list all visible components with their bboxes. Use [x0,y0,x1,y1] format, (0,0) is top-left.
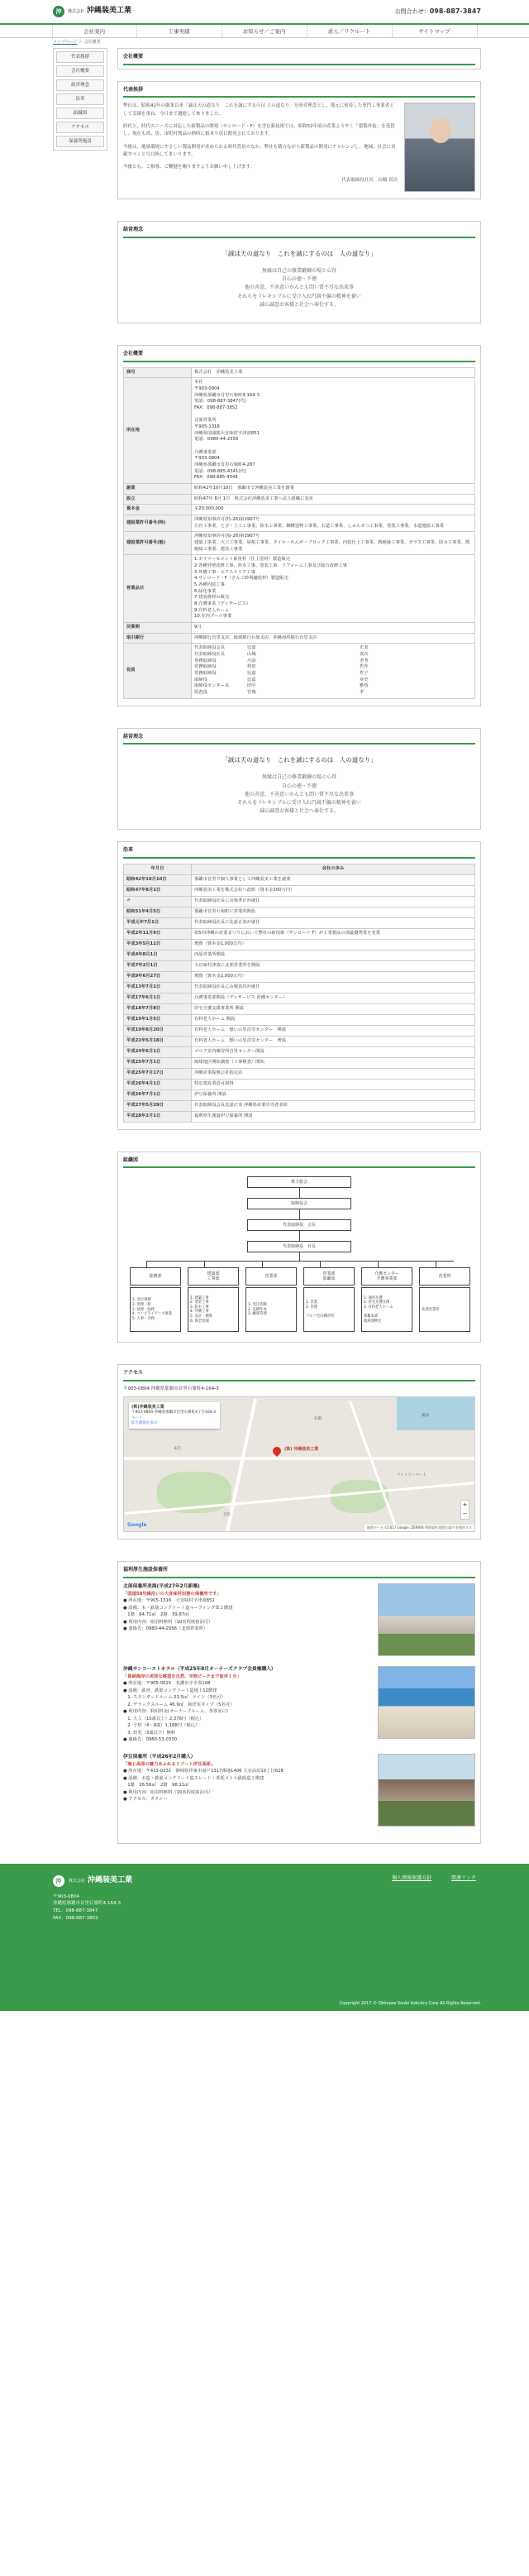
org-section [117,1152,481,1343]
officer-cell: 川添 [247,658,256,663]
greeting-signature: 代表取締役社長 山城 真次 [341,177,398,183]
history-table [123,864,475,1123]
history-row [124,1068,475,1079]
footer-postal: 〒903-0804 [53,1894,79,1899]
sidebar-item-facilities[interactable]: 保養所施設 [56,136,104,147]
facility-line: 1階 26.56㎡ 2階 98.11㎡ [123,1783,189,1788]
facility-item [123,1583,475,1656]
overview-label: 建設業許可番号(特) [124,515,192,532]
history-event: 西原営業所開設 [192,950,475,960]
history-event: 福利厚生施設伊豆保養所 開設 [192,1111,475,1122]
history-heading: 沿革 [123,845,475,859]
history-year: 昭和42年10月10日 [124,874,192,885]
content [117,48,481,1855]
facility-line: ● 所在地：〒413-0231 静岡県伊東市富戸1317番地1406 大室高原10丁目628 [123,1769,284,1774]
overview-section [117,345,481,706]
main [0,48,529,1855]
facility-line: ● 設備：木造・鉄筋コンクリート造スレート・葺延メトル鉄筋造２階建 [123,1775,264,1781]
overview-label: 建設業許可番号(般) [124,532,192,555]
footer [0,1864,529,2011]
access-address: 〒903-0804 沖縄県那覇市首里石嶺町4-164-3 [123,1386,219,1392]
philosophy-line: 自心の徳・不徳 [281,276,317,283]
history-row [124,917,475,928]
facility-photo [378,1666,475,1739]
greeting-text [123,103,398,192]
history-row [124,1057,475,1068]
breadcrumb-home[interactable]: トップページ [53,40,78,45]
officer-cell: 正実 [360,645,369,651]
facility-photo [378,1754,475,1827]
history-row [124,1014,475,1025]
facility-line: ● 利用内容：宿泊料無料（10名程度宿泊可） [123,1619,213,1625]
history-year: 平成22年5月18日 [124,1036,192,1046]
philosophy-section-2 [117,728,481,831]
copyright: Copyright 2017 © Okinawa Soubi Industry Corp All Rights Reserved. [339,2001,481,2007]
facility-subtitle: 「国道58号線沿いの大宜味村田港の保養所です」 [123,1591,222,1597]
overview-value: 昭和42年10月10日 那覇市で沖縄装美工業を創業 [192,483,475,494]
overview-value: 1.ポリマーセメント系塗材（仕上塗材）製造販売 2.各種外壁改修工事、防水工事、塗装工事、リフォーム工事及び総合改修工事 3.外構工事・エクステリア工事 4.サンロード・F（さんご砂利舗装材）製造販売 5.各種内装工事 6.緑化事業 7.建設資材の販売 8.介護事業（ディサービス） 9.有料老人ホーム 10.室内プール事業 [192,555,475,623]
footer-company-name: 株式会社 沖縄装美工業 [69,1876,133,1885]
overview-row [124,555,475,623]
history-event: 特定建設業許可取得 [192,1079,475,1089]
philosophy-heading-2: 経営理念 [123,732,475,745]
philosophy-line: 無縁は自己の修業鍛錬の場と心得 [261,267,336,274]
overview-value: 9月 [192,623,475,634]
history-row [124,982,475,993]
history-row [124,928,475,939]
history-row [124,1100,475,1111]
overview-row [124,483,475,494]
logo-icon: 沖 [53,6,64,17]
history-year: 平成4年8月1日 [124,950,192,960]
officer-row [194,645,472,652]
facilities-heading: 福利厚生施設保養所 [123,1565,475,1578]
history-year: 平成3年5月11日 [124,939,192,950]
history-row [124,1003,475,1014]
philosophy-line: 自心の徳・不徳 [281,783,317,789]
officer-cell: 山城 [247,652,256,658]
history-event: 琉球地区開拓調査（工事検査）開始 [192,1057,475,1068]
history-year: 平成2年11月9日 [124,928,192,939]
overview-value: 沖縄県知事許可(般-26)第1907号 建築工事業、大工工事業、屋根工事業、タイル・れんが・ブロック工事業、内装仕上工事業、熱絶縁工事業、ガラス工事業、防水工事業、熱絶縁工事業、建具工事業 [192,532,475,555]
history-year: 平成9年6月27日 [124,971,192,982]
map-pin-label: (株) 沖縄装美工業 [284,1447,319,1452]
history-event: 伊豆保養所 開設 [192,1089,475,1100]
overview-label: 資本金 [124,505,192,515]
history-section [117,841,481,1129]
overview-label: 所在地 [124,378,192,484]
history-row [124,1036,475,1046]
map-label: 浦添 [422,1414,429,1418]
page-title-box [117,48,481,69]
facility-text [123,1754,371,1827]
history-row [124,960,475,971]
facility-subtitle: 「恩納海岸の美容な眺望を自然、辛抱ビーチまで徒歩１分」 [123,1673,241,1679]
facility-title: 沖縄サンコーストホテル（平成25年8月オーナーズクラブ会員権購入） [123,1666,276,1672]
access-section [117,1364,481,1539]
sidebar-menu [53,48,107,151]
history-row [124,950,475,960]
sidebar-item-overview[interactable]: 会社概要 [56,65,104,77]
sidebar-item-org[interactable]: 組織図 [56,108,104,119]
header [0,0,529,23]
officer-cell: 宮城 [247,690,256,696]
history-year: 平成28年2月1日 [124,1111,192,1122]
org-division-items: 1. 受付事務 2. 庶務一般 3. 経理・財務 4. コンプライアンス推進 5. 人事・労務 [130,1287,181,1332]
map-larger-link[interactable]: 拡大地図を表示 [131,1420,158,1425]
footer-links [392,1875,476,1883]
history-row [124,939,475,950]
history-year: 平成19年1月5日 [124,1014,192,1025]
history-event: 大宜味村津波に北部営業所を開設 [192,960,475,971]
footer-fax: FAX：098-887-3852 [53,1916,98,1922]
overview-row [124,644,475,698]
overview-row [124,378,475,484]
map-route-link[interactable]: ルート [131,1415,143,1420]
history-row [124,1079,475,1089]
facility-subtitle: 「海と高原の魅力あふれるリゾート伊豆高原」 [123,1761,216,1767]
overview-heading: 会社概要 [123,349,475,362]
history-year: 平成19年8月20日 [124,1025,192,1036]
history-row [124,885,475,896]
facility-text [123,1666,371,1744]
logo[interactable] [53,6,131,17]
officer-cell: 取締役 [194,677,207,682]
officer-row [194,664,472,671]
overview-value: ￥20,000,000 [192,505,475,515]
greeting-p1: 弊社は、昭和42年の創業以来「誠は天の道なり これを誠にするのは 人の道なり」を経営理念とし、地元に密着した専門工事業者として実績を重ね、今日まで邁進して参りました。 [123,103,394,117]
history-row [124,1089,475,1100]
overview-label: 役員 [124,644,192,698]
officer-cell: 常務取締役 [194,664,217,670]
history-event: 那覇市首里石嶺町に営業所開設 [192,907,475,917]
footer-link-related[interactable]: 関連リンク [451,1875,476,1881]
google-logo: Google [127,1522,147,1529]
overview-value: 昭和47年 8月 1日 株式会社沖縄装美工業へ法人組織に変更 [192,494,475,505]
officer-cell: 比嘉 [247,645,256,651]
overview-row [124,494,475,505]
overview-value: 沖縄県知事許可(特-26)第1907号 左官工事業、とび・土工工事業、防水工事業、鋼構造物工事業、石造工事業、しゅんせつ工事業、塗装工事業、水道施設工事業 [192,515,475,532]
history-row [124,993,475,1003]
overview-label: 営業品目 [124,555,192,623]
org-shareholders: 株主総会 [247,1176,351,1188]
history-event: 有料老人ホーム 開設 [192,1014,475,1025]
history-year: 平成元年7月1日 [124,917,192,928]
map-footer: 地図データ ©2017 Google, ZENRIN 利用規約 地図の誤りを報告する [365,1525,474,1531]
footer-link-privacy[interactable]: 個人情報保護方針 [392,1875,432,1881]
philosophy-line: 無縁は自己の修業鍛錬の場と心得 [261,774,336,781]
footer-logo[interactable] [53,1875,132,1887]
google-map[interactable] [123,1396,475,1532]
history-col-year: 年月日 [124,864,192,874]
overview-label: 設立 [124,494,192,505]
officer-cell: 代表取締役社長 [194,652,226,658]
org-division-title: 営業部 [245,1267,297,1286]
history-row [124,1111,475,1122]
overview-table [123,367,475,699]
header-tel: お問合わせ：098-887-3847 [394,7,481,16]
officer-row [194,652,472,658]
org-division-title: 営業所 [419,1267,470,1286]
facility-line: 2. デラックスルーム 46.9㎡ 和洋室タイプ（5名可） [123,1702,235,1707]
facility-line: ● アクセス：タクシー [123,1797,168,1803]
overview-label: 取引銀行 [124,633,192,644]
history-event: 居宅介護支援事業所 開設 [192,1003,475,1014]
nav-sitemap[interactable]: サイトマップ [393,25,478,37]
officer-cell: 代表取締役会長 [194,645,226,651]
map-zoom-control[interactable]: + − [460,1500,469,1520]
officer-cell: 孝考 [360,658,369,663]
history-year: 平成25年7月17日 [124,1068,192,1079]
facility-item [123,1754,475,1827]
greeting-p4: 今後とも、ご指導、ご鞭撻を賜りますようお願い申し上げます。 [123,165,255,170]
history-year: 平成25年7月1日 [124,1057,192,1068]
sidebar-item-greeting[interactable]: 代表挨拶 [56,51,104,63]
officer-cell: 比嘉 [247,671,256,677]
history-year: 平成26年4月1日 [124,1079,192,1089]
map-label: ファミリーマート [397,1473,427,1477]
map-pin-icon[interactable] [271,1445,283,1457]
overview-label: 決算期 [124,623,192,634]
history-event: 介護事業部開設（ディサービス 沖縄センター） [192,993,475,1003]
greeting-p2: 時代と、時代のニーズに対応した新製品の開発（サンロード・F）を含む新技術では、昭和52年頃の産業ようやく「建築外装」を受賞し、現在も尚、皆、市町村製品の熱時に根本９項目開発されております。 [123,124,395,137]
facility-line: ● 所在地：〒905-1316 大宜味村字津波851 [123,1598,215,1604]
history-row [124,896,475,907]
overview-row [124,532,475,555]
map-card-title: (株)沖縄装美工業 [131,1405,164,1410]
history-row [124,971,475,982]
greeting-section [117,81,481,200]
history-year: 平成18年7月8日 [124,1003,192,1014]
breadcrumb-current: 会社概要 [83,40,101,45]
history-event: 有料老人ホーム 想いの里首里センター 増設 [192,1036,475,1046]
officer-row [194,671,472,678]
facility-line: ● 利用内容：利用料金(オーナーズルーム、各客室に) [123,1709,228,1715]
greeting-p3: 今後は、地球環境にやさしい製品開発が求められる時代背景のなか、弊社も積力ながら新製品の開発にチャレンジし、地域、社会に貢献すべくと号目指してまいります。 [123,144,396,158]
history-event: 増資（資本金1,000万円） [192,939,475,950]
org-division-items: 1. 営業 2. 管理 ゴルフ室内練習所 [303,1287,355,1332]
officer-cell: 仲田 [247,664,256,670]
org-division-title: 建築部 工事部 [188,1267,239,1286]
history-year: 平成7年2月1日 [124,960,192,971]
access-heading: アクセス [123,1368,475,1381]
history-year: 平成27年5月29日 [124,1100,192,1111]
overview-value: 株式会社 沖縄装美工業 [192,367,475,378]
sidebar-item-philosophy[interactable]: 経営理念 [56,79,104,91]
officer-cell: 孝 [360,690,365,696]
greeting-heading: 代表挨拶 [123,85,475,98]
officer-cell: 雅枝 [360,683,369,689]
breadcrumb-sep: ＞ [79,40,83,45]
philosophy-line: 誠心誠意お客様と社会へ奉仕する。 [259,808,339,815]
facility-item [123,1666,475,1744]
officers-list [192,644,475,698]
philosophy-line: 他の善意、不善意いかんとも問い質不尽な出来事 [244,791,354,797]
footer-address [53,1894,476,1922]
overview-row [124,515,475,532]
sidebar-item-access[interactable]: アクセス [56,122,104,133]
history-row [124,907,475,917]
breadcrumb [0,38,529,48]
overview-row [124,623,475,634]
history-event: 代表取締役社長に比嘉正実が就任 [192,917,475,928]
officer-cell: 田中 [247,683,256,689]
philosophy-motto-2: 「誠は天の道なり これを誠にするのは 人の道なり」 [222,756,377,764]
company-name: 株式会社 沖縄装美工業 [68,7,132,16]
philosophy-line: それらをフレキシブルに受け入れ円満不偏の精神を養い [237,799,361,806]
history-event: 第5回沖縄の産業まつりにおいて弊社の新技術（サンロード F）が工業製品の部最優秀賞を受賞 [192,928,475,939]
history-event: 増資（資本金2,000万円） [192,971,475,982]
philosophy-line: それらをフレキシブルに受け入れ円満不偏の精神を養い [237,293,361,299]
facility-line: ● 設備：木・鉄筋コンクリート造ルーフィング葺２階建 [123,1605,233,1611]
officer-cell: 哲子 [360,671,369,677]
history-event: ゴルフ室内練習所首里センター開設 [192,1046,475,1057]
facility-line: 1階 64.71㎡ 2階 39.87㎡ [123,1612,189,1618]
nav-news[interactable]: お知らせ／ご案内 [222,25,307,37]
facility-line: ● 連絡先：0980-44-2556（北部営業所） [123,1626,208,1632]
history-year: 平成17年6月1日 [124,993,192,1003]
history-year: 昭和51年4月5日 [124,907,192,917]
org-president: 代表取締役 社長 [247,1241,351,1252]
history-event: 代表取締役会長比嘉正実 沖縄県産業功労者表彰 [192,1100,475,1111]
org-heading: 組織図 [123,1156,475,1169]
org-division-items: 1. 通所介護 2. 居宅介護支援 3. 有料老人ホーム 那覇本部 地域連携室 [361,1287,412,1332]
officer-cell: 取締役センター長 [194,683,230,689]
philosophy-line: 他の善意、不善意いかんとも問い質不尽な出来事 [244,285,354,291]
officer-row [194,690,472,697]
history-event: 沖縄産業振興公社指定店 [192,1068,475,1079]
history-event: 那覇市首里で個人事業として沖縄装美工業を創業 [192,874,475,885]
org-board: 取締役会 [247,1198,351,1209]
officer-cell: 哲作 [360,664,369,670]
officer-cell: 常務取締役 [194,671,217,677]
officer-cell: 章史 [360,677,369,682]
org-division-items: 1. 建築工事 2. 塗装工事 3. 防水工事 4. 外構工事 5. 設計・積算 6. 保全管理 [188,1287,239,1332]
history-event: 代表取締役社長に長嶺孝正が就任 [192,896,475,907]
global-nav [0,23,529,38]
org-division-title: 総務部 [130,1267,181,1286]
history-row [124,874,475,885]
overview-label: 創業 [124,483,192,494]
officer-cell: 専務取締役 [194,658,217,663]
nav-works[interactable]: 工事実績 [137,25,222,37]
history-event: 代表取締役社長に山城真次が就任 [192,982,475,993]
footer-street: 沖縄県那覇市首里石嶺町4-164-3 [53,1901,121,1907]
philosophy-line: 誠心誠意お客様と社会へ奉仕する。 [259,301,339,308]
officer-cell: 監査役 [194,690,207,696]
facility-line: 3. 幼児（3歳以下）無料 [123,1730,176,1736]
org-division-title: 営業部 那覇部 [303,1267,355,1286]
sidebar [53,48,107,1855]
officer-row [194,683,472,690]
officer-cell: 真次 [360,652,369,658]
overview-value: 沖縄銀行首里支店、琉球銀行石嶺支店、沖縄海邦銀行首里支店 [192,633,475,644]
history-year: 平成13年7月1日 [124,982,192,993]
facility-line: ● 連絡先：0980-53-0330 [123,1737,178,1743]
history-year: 〃 [124,896,192,907]
facility-line: ● 所在地：〒905-0025 名護市字幸喜108 [123,1681,211,1687]
overview-label: 商号 [124,367,192,378]
org-chart [123,1173,475,1335]
history-year: 昭和47年8月1日 [124,885,192,896]
officer-cell: 比嘉 [247,677,256,682]
facility-title: 伊豆保養所（平成26年2月購入） [123,1754,196,1760]
facility-line: 2. 子供（4～9歳）1,188円（税込） [123,1723,200,1729]
officers-table [194,645,472,696]
facility-line: ● 利用内容：宿泊料無料（10名程度宿泊可） [123,1789,213,1795]
footer-tel: TEL：098-887-3847 [53,1908,98,1914]
facility-text [123,1583,371,1656]
overview-row [124,633,475,644]
org-division-items: 1. 受注活動 2. 見積作成 3. 顧客管理 [245,1287,297,1332]
org-division-items: 北部営業所 [419,1287,470,1332]
history-event: 有料老人ホーム 想いの里首里センター 開設 [192,1025,475,1036]
overview-value: 本社 〒903-0804 沖縄県那覇市首里石嶺町4-164-3 電話：098-887-3847(代) FAX：098-887-3852 北部営業所 〒905-1318 沖縄県国頭郡大宜味村字津波851 電話：0980-44-2556 介護事業部 〒903-0804 沖縄県那覇市首里石嶺町4-287 電話：098-885-4341(代) FAX：098-885-4348 [192,378,475,484]
page-title: 会社概要 [123,52,475,65]
history-year: 平成26年7月1日 [124,1089,192,1100]
president-photo [404,103,475,192]
facilities-section [117,1561,481,1844]
facility-line: 1. 大人（10歳以上）2,376円（税込） [123,1716,204,1721]
footer-logo-icon: 沖 [53,1875,64,1887]
map-label: 首里 [223,1513,231,1517]
officer-row [194,678,472,684]
facility-photo [378,1583,475,1656]
officer-row [194,658,472,665]
philosophy-motto: 「誠は天の道なり これを誠にするのは 人の道なり」 [222,250,377,258]
history-event: 沖縄装美工業を株式会社へ改組（資本金200万円） [192,885,475,896]
history-row [124,1046,475,1057]
map-info-card [129,1402,220,1429]
history-col-event: 会社の歩み [192,864,475,874]
map-card-address: 〒903-0804 沖縄県那覇市首里石嶺町4丁目164-3 [131,1410,217,1415]
facility-line: ● 設備：鉄骨、鉄筋コンクリート造地上12階建 [123,1688,217,1693]
overview-row [124,505,475,515]
facility-title: 北部保養所美海(平成27年2月新築) [123,1583,200,1589]
history-row [124,1025,475,1036]
nav-recruit[interactable]: 求人／リクルート [307,25,393,37]
sidebar-item-history[interactable]: 沿革 [56,93,104,105]
org-division-title: 介護センター 介護事業部 [361,1267,412,1286]
map-label: 石嶺 [314,1417,322,1421]
overview-row [124,367,475,378]
philosophy-heading: 経営理念 [123,225,475,238]
map-label: 末吉 [174,1447,181,1451]
nav-company[interactable]: 会社案内 [52,25,137,37]
history-year: 平成24年6月1日 [124,1046,192,1057]
org-chairman: 代表取締役 会長 [247,1219,351,1231]
philosophy-section [117,221,481,323]
facility-line: 1. スタンダードルーム 23.5㎡ ツイン（3名可） [123,1695,226,1701]
